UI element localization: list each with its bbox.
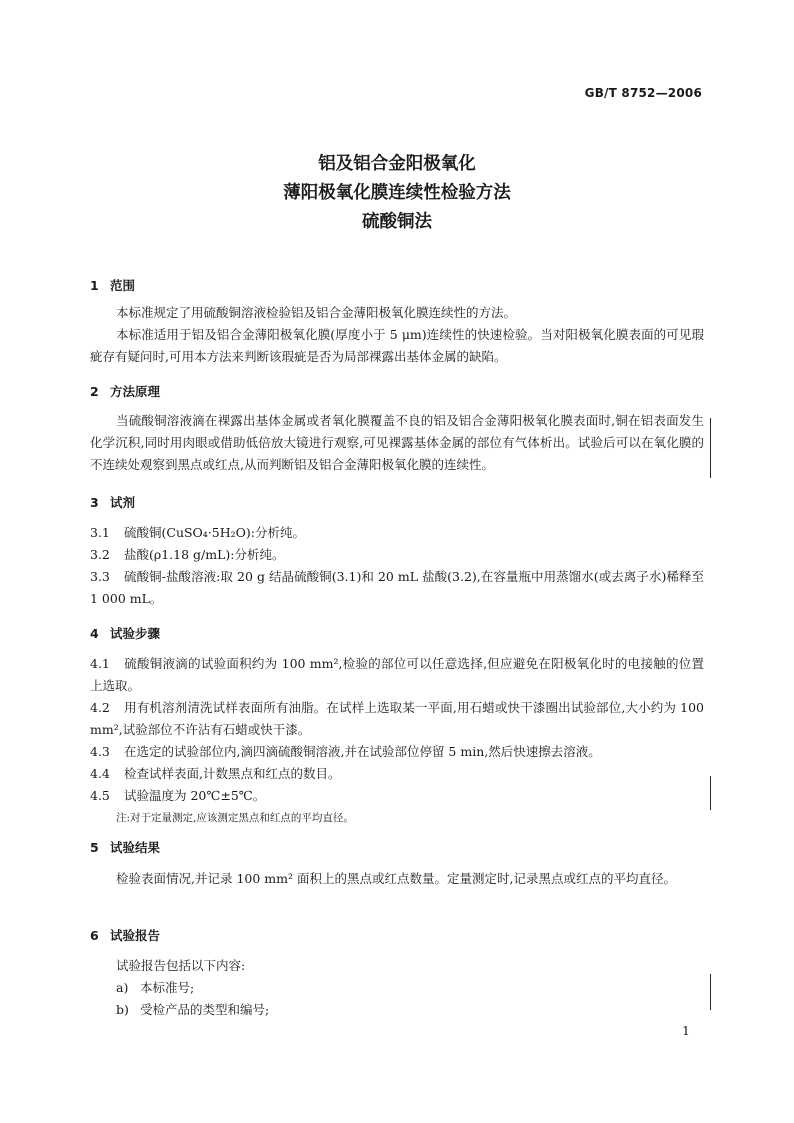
procedure-step [90,741,704,763]
section-number: 6 [90,928,99,943]
clause-number: 4.3 [90,744,110,759]
section-title: 方法原理 [110,384,161,399]
clause-text: 硫酸铜(CuSO₄·5H₂O):分析纯。 [124,525,305,540]
principle-paragraph: 当硫酸铜溶液滴在裸露出基体金属或者氧化膜覆盖不良的铝及铝合金薄阳极氧化膜表面时,铜在铝表面发生化学沉积,同时用肉眼或借助低倍放大镜进行观察,可见裸露基体金属的部位有气体析出。试验后可以在氧化膜的不连续处观察到黑点或红点,从而判断铝及铝合金薄阳极氧化膜的连续性。 [90,413,704,472]
clause-number: 3.3 [90,569,110,584]
procedure-step [90,785,704,807]
revision-bar [710,974,711,1010]
section-number: 1 [90,278,99,293]
standard-code: GB/T 8752—2006 [584,86,702,100]
clause-text: 盐酸(ρ1.18 g/mL):分析纯。 [124,547,285,562]
scope-paragraph-1: 本标准规定了用硫酸铜溶液检验铝及铝合金薄阳极氧化膜连续性的方法。 [116,305,517,320]
section-heading-procedure [90,624,160,642]
item-marker: b) [116,1002,129,1017]
item-text: 受检产品的类型和编号; [140,1002,270,1017]
reagent-item [90,544,704,566]
section-title: 试验步骤 [110,626,161,641]
section-title: 试验报告 [110,928,161,943]
clause-text: 硫酸铜液滴的试验面积约为 100 mm²,检验的部位可以任意选择,但应避免在阳极氧化时的电接触的位置上选取。 [90,656,704,693]
section-number: 5 [90,840,99,855]
item-marker: a) [116,980,129,995]
results-paragraph: 检验表面情况,并记录 100 mm² 面积上的黑点或红点数量。定量测定时,记录黑点或红点的平均直径。 [116,871,676,886]
reagent-item [90,522,704,544]
clause-text: 检查试样表面,计数黑点和红点的数目。 [124,766,341,781]
procedure-note: 注:对于定量测定,应该测定黑点和红点的平均直径。 [116,812,354,824]
procedure-step [90,653,704,697]
clause-number: 4.1 [90,656,110,671]
section-title: 试验结果 [110,840,161,855]
title-line-1: 铝及铝合金阳极氧化 [318,154,476,174]
procedure-step [90,763,704,785]
clause-number: 3.2 [90,547,110,562]
document-title [0,150,794,237]
section-title: 试剂 [110,495,136,510]
section-title: 范围 [110,278,136,293]
section-heading-report [90,926,160,944]
title-line-3: 硫酸铜法 [362,212,432,232]
section-heading-reagents [90,493,135,511]
page-number: 1 [682,1023,690,1038]
clause-number: 3.1 [90,525,110,540]
clause-text: 在选定的试验部位内,滴四滴硫酸铜溶液,并在试验部位停留 5 min,然后快速擦去溶液。 [124,744,601,759]
clause-text: 用有机溶剂清洗试样表面所有油脂。在试样上选取某一平面,用石蜡或快干漆圈出试验部位,大小约为 100 mm²,试验部位不许沾有石蜡或快干漆。 [90,700,704,737]
section-number: 4 [90,626,99,641]
section-heading-scope [90,276,135,294]
section-number: 3 [90,495,99,510]
scope-paragraph-2: 本标准适用于铝及铝合金薄阳极氧化膜(厚度小于 5 μm)连续性的快速检验。当对阳极氧化膜表面的可见瑕疵存有疑问时,可用本方法来判断该瑕疵是否为局部裸露出基体金属的缺陷。 [90,327,704,364]
clause-number: 4.4 [90,766,110,781]
clause-text: 硫酸铜-盐酸溶液:取 20 g 结晶硫酸铜(3.1)和 20 mL 盐酸(3.2),在容量瓶中用蒸馏水(或去离子水)稀释至 1 000 mL。 [90,569,704,606]
revision-bar [710,776,711,810]
report-item [116,999,269,1021]
reagent-item [90,566,704,610]
section-heading-results [90,838,160,856]
clause-text: 试验温度为 20℃±5℃。 [124,788,266,803]
item-text: 本标准号; [140,980,195,995]
report-intro: 试验报告包括以下内容: [116,958,246,973]
clause-number: 4.5 [90,788,110,803]
report-item [116,977,194,999]
section-heading-principle [90,382,160,400]
section-number: 2 [90,384,99,399]
title-line-2: 薄阳极氧化膜连续性检验方法 [283,183,511,203]
revision-bar [710,418,711,478]
clause-number: 4.2 [90,700,110,715]
procedure-step [90,697,704,741]
